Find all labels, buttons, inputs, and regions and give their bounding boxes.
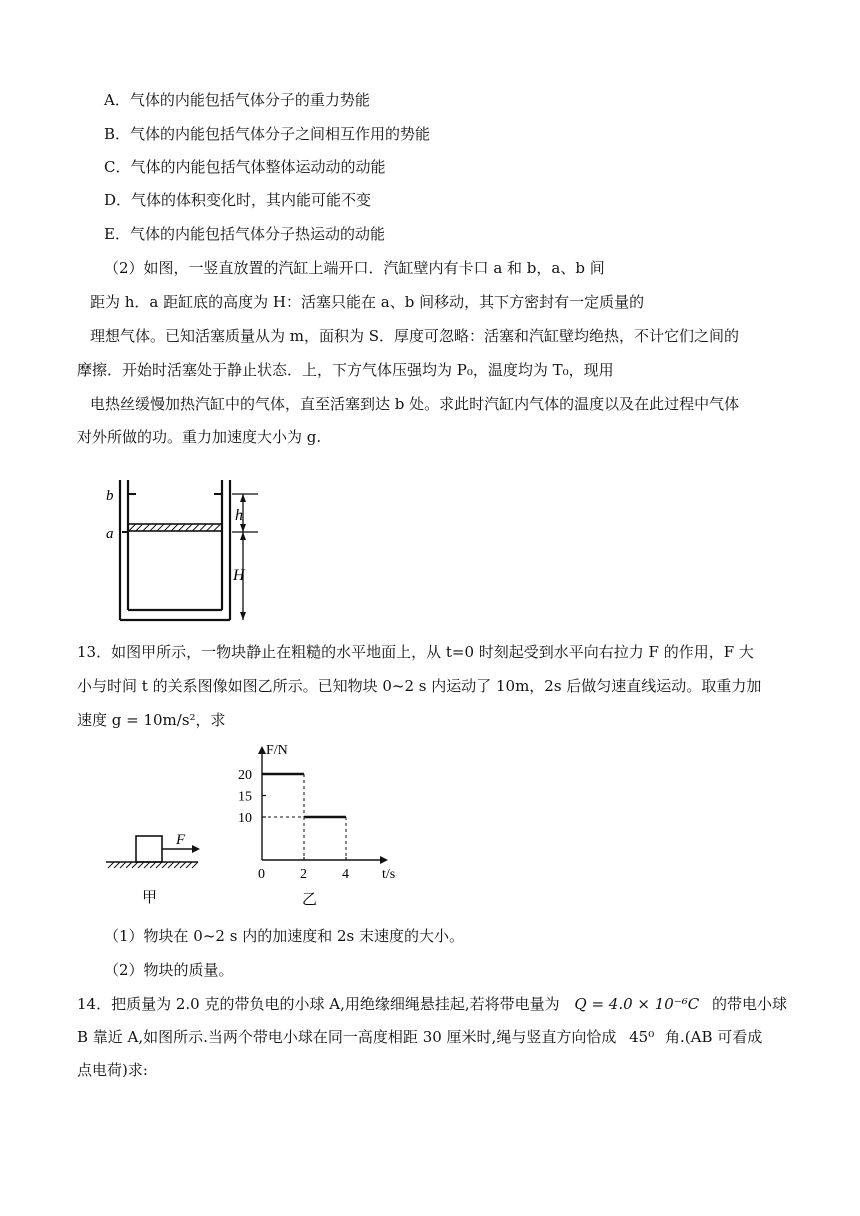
q12-part2-line3: 理想气体。已知活塞质量从为 m，面积为 S．厚度可忽略：活塞和汽缸壁均绝热，不计它们之间的 <box>90 327 740 345</box>
q14-angle: 45⁰ <box>629 1028 655 1046</box>
piston <box>128 524 222 531</box>
y-tick-label: 10 <box>238 811 252 826</box>
q14-line1 <box>77 994 787 1014</box>
caption-jia: 甲 <box>142 890 158 906</box>
y-axis-arrow <box>258 746 266 754</box>
q14-text-2a: B 靠近 A,如图所示.当两个带电小球在同一高度相距 30 厘米时,绳与竖直方向恰成 <box>77 1028 617 1046</box>
q13-line2: 小与时间 t 的关系图像如图乙所示。已知物块 0~2 s 内运动了 10m，2s 后做匀速直线运动。取重力加 <box>77 677 762 695</box>
x-tick-label: 4 <box>342 867 349 882</box>
cylinder-figure <box>100 460 265 625</box>
q14-text-1b: 的带电小球 <box>712 995 788 1013</box>
option-b: B．气体的内能包括气体分子之间相互作用的势能 <box>104 125 431 143</box>
x-axis-label: t/s <box>382 867 396 882</box>
x-tick-label: 2 <box>300 867 307 882</box>
x-axis-arrow <box>380 856 388 864</box>
q12-part2-line1: （2）如图，一竖直放置的汽缸上端开口．汽缸壁内有卡口 a 和 b，a、b 间 <box>104 259 605 277</box>
q13-sub2: （2）物块的质量。 <box>104 961 234 979</box>
label-h: h <box>235 507 243 524</box>
block <box>136 836 162 862</box>
y-tick-label: 20 <box>238 768 252 783</box>
ground-hatch <box>108 862 198 868</box>
q12-part2-line4: 摩擦．开始时活塞处于静止状态．上，下方气体压强均为 P₀，温度均为 T₀，现用 <box>77 361 614 379</box>
q12-part2-line6: 对外所做的功。重力加速度大小为 g. <box>77 428 322 446</box>
option-c: C．气体的内能包括气体整体运动动的动能 <box>104 158 386 176</box>
q13-sub1: （1）物块在 0~2 s 内的加速度和 2s 末速度的大小。 <box>104 927 464 945</box>
force-arrow-head <box>192 845 200 853</box>
option-e: E．气体的内能包括气体分子热运动的动能 <box>104 225 385 243</box>
label-b: b <box>106 488 114 504</box>
q12-part2-line5: 电热丝缓慢加热汽缸中的气体，直至活塞到达 b 处。求此时汽缸内气体的温度以及在此过程中气体 <box>90 395 740 413</box>
q14-text-1: 14．把质量为 2.0 克的带负电的小球 A,用绝缘细绳悬挂起,若将带电量为 <box>77 995 560 1013</box>
label-H: H <box>233 567 245 584</box>
q13-line1: 13．如图甲所示，一物块静止在粗糙的水平地面上，从 t=0 时刻起受到水平向右拉力 F 的作用，F 大 <box>77 643 754 661</box>
y-axis-label: F/N <box>266 743 288 758</box>
label-a: a <box>106 526 114 542</box>
option-d: D．气体的体积变化时，其内能可能不变 <box>104 191 372 209</box>
q14-text-2b: 角.(AB 可看成 <box>665 1028 763 1046</box>
force-label: F <box>176 832 186 848</box>
q13-line3: 速度 g = 10m/s²，求 <box>77 711 226 729</box>
q14-formula: Q = 4.0 × 10⁻⁶C <box>574 995 700 1013</box>
ft-chart <box>236 742 396 912</box>
q14-line3: 点电荷)求: <box>77 1061 148 1079</box>
y-tick-label: 15 <box>238 789 252 805</box>
block-figure-jia <box>100 830 210 910</box>
caption-yi: 乙 <box>302 892 318 908</box>
q14-line2 <box>77 1027 762 1047</box>
option-a: A．气体的内能包括气体分子的重力势能 <box>104 91 370 109</box>
x-tick-label: 0 <box>258 867 265 882</box>
q12-part2-line2: 距为 h．a 距缸底的高度为 H：活塞只能在 a、b 间移动，其下方密封有一定质量的 <box>90 293 645 311</box>
